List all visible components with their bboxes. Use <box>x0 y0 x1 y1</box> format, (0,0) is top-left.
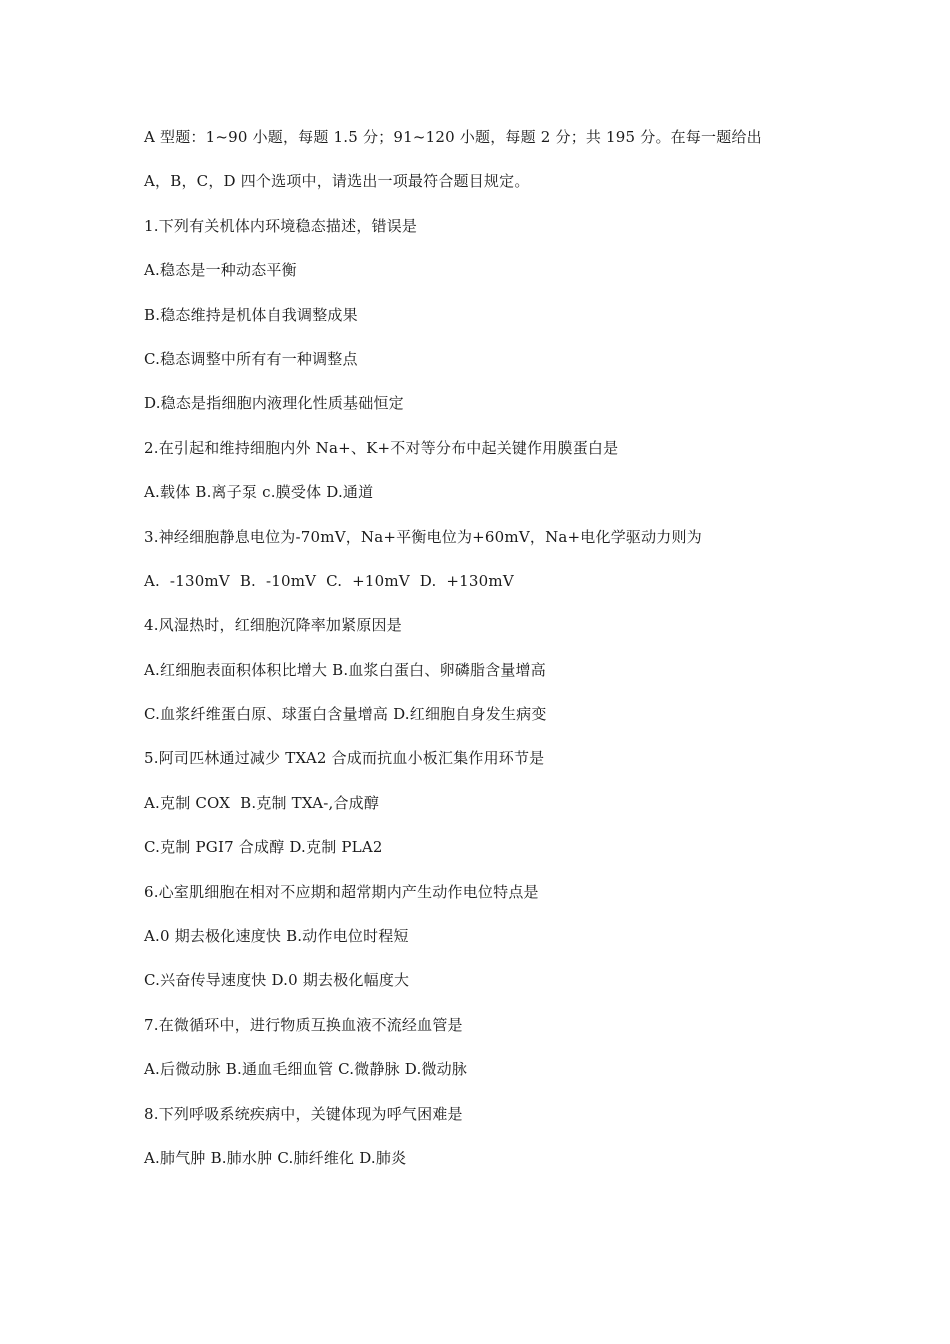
question-2: 2.在引起和维持细胞内外 Na+、K+不对等分布中起关键作用膜蛋白是 <box>144 438 619 457</box>
question-6-options-cd: C.兴奋传导速度快 D.0 期去极化幅度大 <box>144 971 410 990</box>
question-1-option-c: C.稳态调整中所有有一种调整点 <box>144 349 358 368</box>
question-1: 1.下列有关机体内环境稳态描述，错误是 <box>144 216 418 235</box>
question-2-options: A.载体 B.离子泵 c.膜受体 D.通道 <box>144 483 374 502</box>
question-3-options: A. -130mV B. -10mV C. +10mV D. +130mV <box>144 571 514 590</box>
question-1-option-d: D.稳态是指细胞内液理化性质基础恒定 <box>144 394 404 413</box>
question-7: 7.在微循环中，进行物质互换血液不流经血管是 <box>144 1015 463 1034</box>
instructions-line-2: A，B，C，D 四个选项中，请选出一项最符合题目规定。 <box>144 172 530 191</box>
document-page <box>144 124 844 1189</box>
question-4: 4.风湿热时，红细胞沉降率加紧原因是 <box>144 616 402 635</box>
question-8: 8.下列呼吸系统疾病中，关键体现为呼气困难是 <box>144 1104 463 1123</box>
question-5: 5.阿司匹林通过减少 TXA2 合成而抗血小板汇集作用环节是 <box>144 749 545 768</box>
question-1-option-a: A.稳态是一种动态平衡 <box>144 261 297 280</box>
question-4-options-cd: C.血浆纤维蛋白原、球蛋白含量增高 D.红细胞自身发生病变 <box>144 705 547 724</box>
instructions-line-1: A 型题：1~90 小题，每题 1.5 分；91~120 小题，每题 2 分；共 195 分。在每一题给出 <box>144 128 762 146</box>
question-5-options-cd: C.克制 PGI7 合成醇 D.克制 PLA2 <box>144 838 383 857</box>
question-3: 3.神经细胞静息电位为-70mV，Na+平衡电位为+60mV，Na+电化学驱动力则为 <box>144 527 702 546</box>
question-5-options-ab: A.克制 COX B.克制 TXA-,合成醇 <box>144 793 380 812</box>
question-8-options: A.肺气肿 B.肺水肿 C.肺纤维化 D.肺炎 <box>144 1148 407 1167</box>
question-4-options-ab: A.红细胞表面积体积比增大 B.血浆白蛋白、卵磷脂含量增高 <box>144 660 546 679</box>
question-6-options-ab: A.0 期去极化速度快 B.动作电位时程短 <box>144 927 409 946</box>
question-7-options: A.后微动脉 B.通血毛细血管 C.微静脉 D.微动脉 <box>144 1060 468 1079</box>
question-1-option-b: B.稳态维持是机体自我调整成果 <box>144 305 358 324</box>
question-6: 6.心室肌细胞在相对不应期和超常期内产生动作电位特点是 <box>144 882 539 901</box>
